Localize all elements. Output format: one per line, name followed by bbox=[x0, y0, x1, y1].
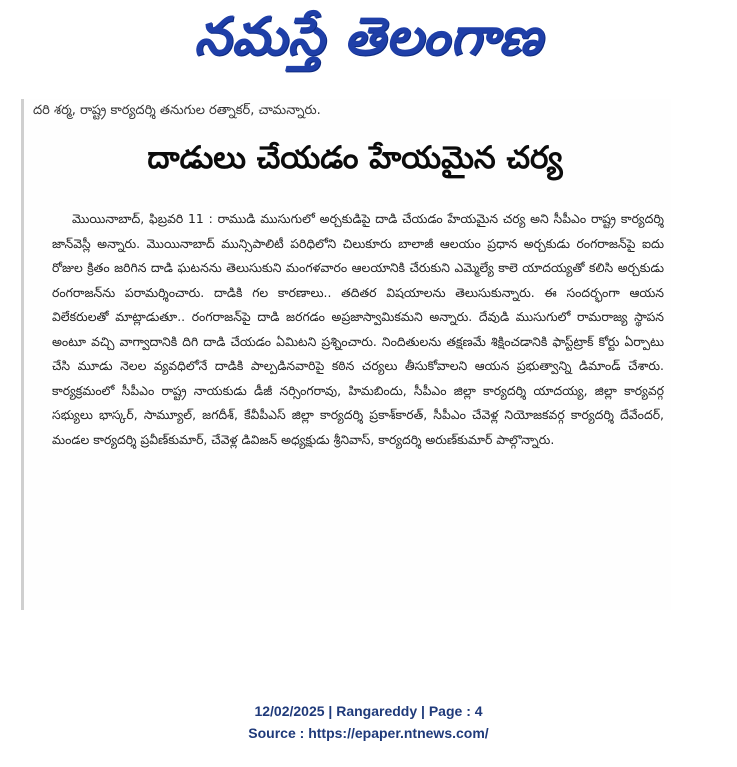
clipping-edge bbox=[21, 99, 24, 610]
edition-info: 12/02/2025 | Rangareddy | Page : 4 bbox=[254, 703, 483, 719]
article-paragraph: మొయినాబాద్, ఫిబ్రవరి 11 : రాముడి ముసుగులో అర్చకుడిపై దాడి చేయడం హేయమైన చర్య అని సీపీఎం రాష్ట్ర కార్యదర్శి జాన్‌వెస్లీ అన్నారు. మొయినాబాద్ మున్సిపాలిటీ పరిధిలోని చిలుకూరు బాలాజీ ఆలయం ప్రధాన అర్చకుడు రంగరాజన్‌పై ఐదు రోజుల క్రితం జరిగిన దాడి ఘటనను తెలుసుకుని మంగళవారం ఆలయానికి చేరుకుని ఎమ్మెల్యే కాలె యాదయ్యతో కలిసి అర్చకుడు రంగరాజన్‌ను పరామర్శించారు. దాడికి గల కారణాలు.. తదితర విషయాలను తెలుసుకున్నారు. ఈ సందర్భంగా ఆయన విలేకరులతో మాట్లాడుతూ.. రంగరాజన్‌పై దాడి జరగడం అప్రజాస్వామికమని అన్నారు. దేవుడి ముసుగులో రామరాజ్య స్థాపన అంటూ వచ్చి వాగ్వాదానికి దిగి దాడి చేయడం ఏమిటని ప్రశ్నించారు. నిందితులను తక్షణమే శిక్షించడానికి ఫాస్ట్‌ట్రాక్ కోర్టు ఏర్పాటు చేసి మూడు నెలల వ్యవధిలోనే దాడికి పాల్పడినవారిపై కఠిన చర్యలు తీసుకోవాలని ఆయన ప్రభుత్వాన్ని డిమాండ్ చేశారు. కార్యక్రమంలో సీపీఎం రాష్ట్ర నాయకుడు డీజీ నర్సింగరావు, హిమబిందు, సీపీఎం జిల్లా కార్యదర్శి యాదయ్య, జిల్లా కార్యవర్గ సభ్యులు భాస్కర్, సామ్యూల్, జగదీశ్, కేవీపీఎస్ జిల్లా కార్యదర్శి ప్రకాశ్‌కారత్, సీపీఎం చేవెళ్ల నియోజకవర్గ కార్యదర్శి దేవేందర్, మండల కార్యదర్శి ప్రవీణ్‌కుమార్, చేవెళ్ల డివిజన్ అధ్యక్షుడు శ్రీనివాస్, కార్యదర్శి అరుణ్‌కుమార్ పాల్గొన్నారు. bbox=[52, 211, 664, 447]
previous-article-fragment: దరి శర్మ, రాష్ట్ర కార్యదర్శి తనుగుల రత్నాకర్, చామన్నారు. bbox=[33, 103, 321, 118]
masthead bbox=[0, 0, 737, 86]
source-footer bbox=[0, 700, 737, 750]
article-headline: దాడులు చేయడం హేయమైన చర్య bbox=[147, 140, 563, 176]
masthead-logo: నమస్తే తెలంగాణ bbox=[194, 6, 543, 67]
source-link[interactable]: Source : https://epaper.ntnews.com/ bbox=[248, 725, 489, 741]
article-body bbox=[52, 207, 664, 602]
